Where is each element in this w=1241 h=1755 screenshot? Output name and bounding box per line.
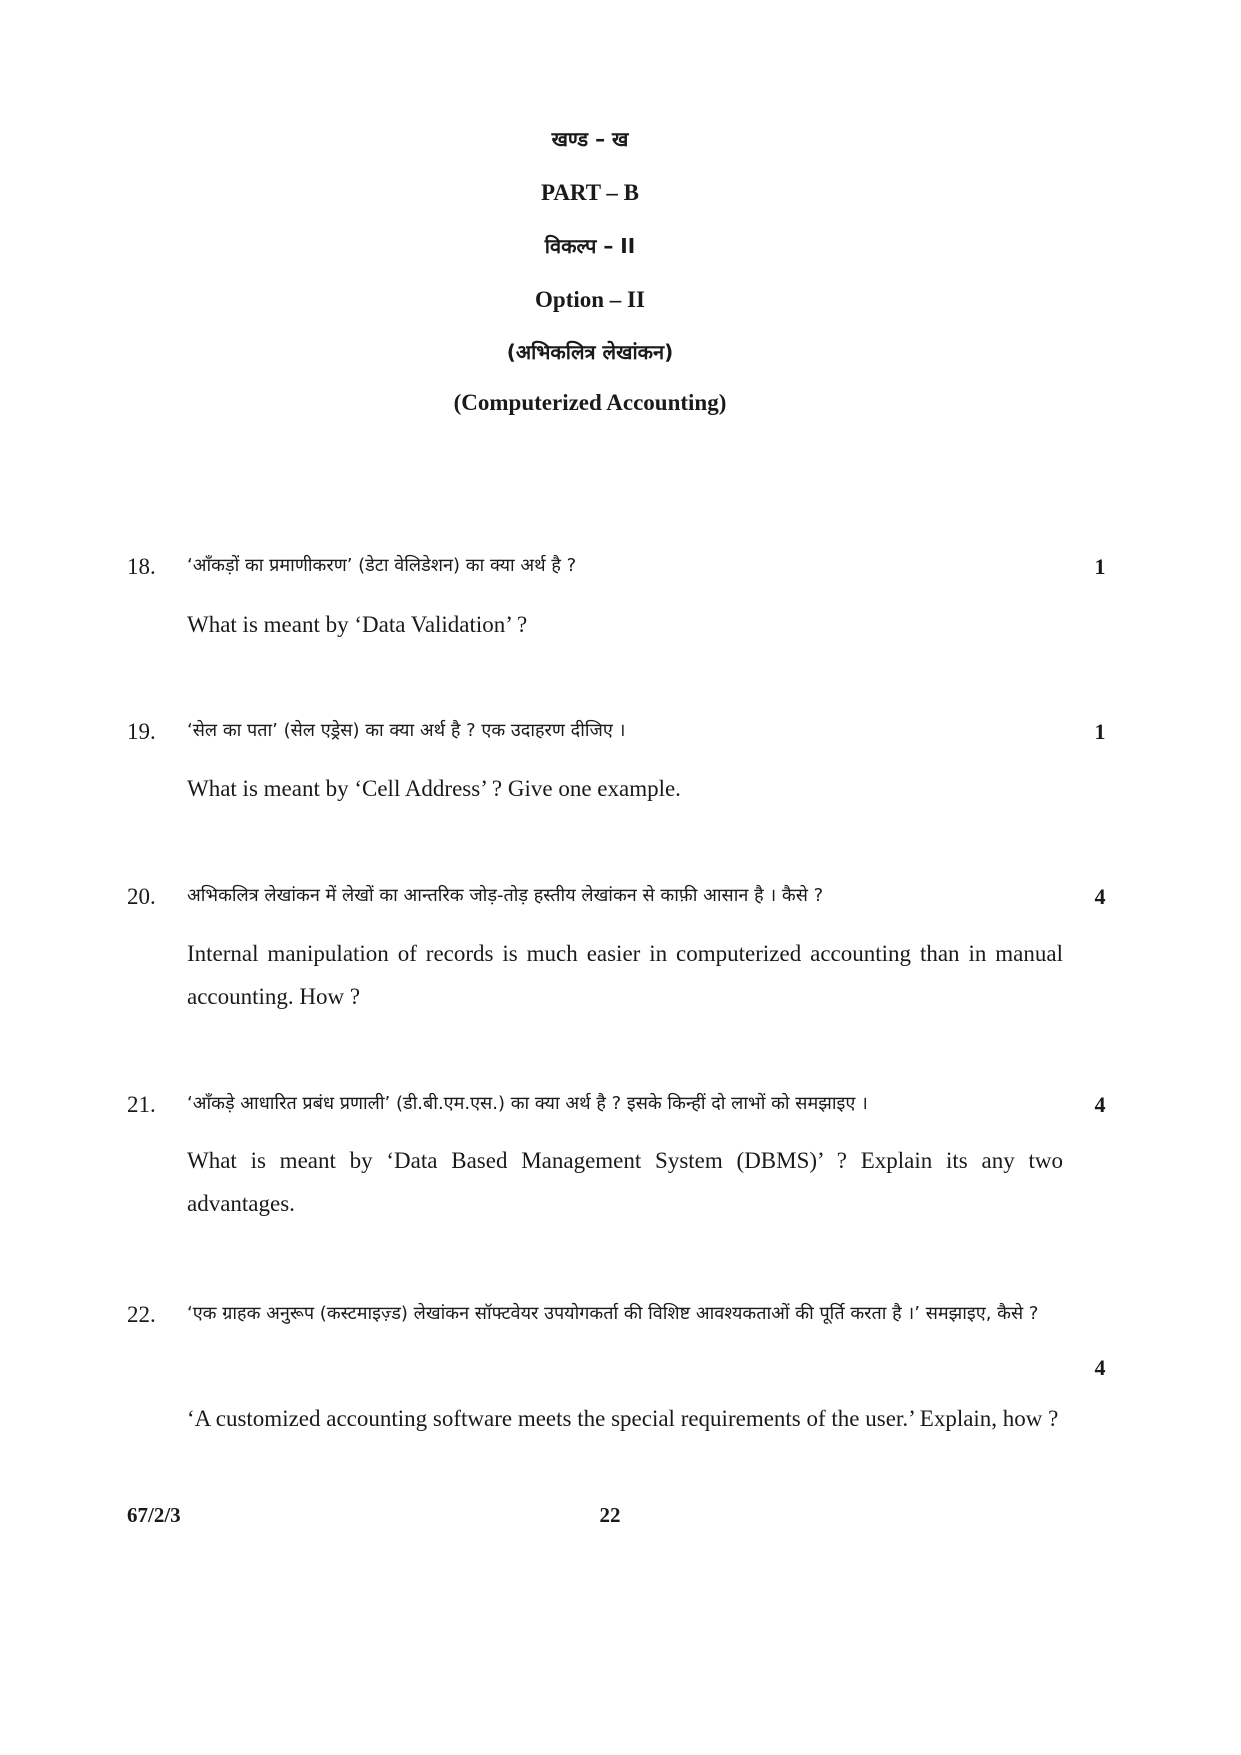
question-marks: 4 (1094, 884, 1106, 909)
paper-code: 67/2/3 (127, 1503, 181, 1527)
question-text-hindi: ‘आँकड़ों का प्रमाणीकरण’ (डेटा वेलिडेशन) का क्या अर्थ है ? (187, 555, 577, 576)
question-text-hindi: ‘एक ग्राहक अनुरूप (कस्टमाइज़्ड) लेखांकन सॉफ्टवेयर उपयोगकर्ता की विशिष्ट आवश्यकताओं की पूर्ति करता है ।’ समझाइए, कैसे ? (187, 1303, 1039, 1324)
question-text-english: What is meant by ‘Data Based Management System (DBMS)’ ? Explain its any two advantages. (187, 1148, 1063, 1216)
question-number: 21. (127, 1092, 156, 1117)
question-number: 22. (127, 1302, 156, 1327)
page-number: 22 (599, 1503, 621, 1527)
section-heading-hindi: खण्ड – ख (551, 127, 629, 151)
question-text-english: Internal manipulation of records is much easier in computerized accounting than in manual accounting. How ? (187, 941, 1063, 1009)
question-marks: 4 (1094, 1092, 1106, 1117)
option-heading-hindi: विकल्प – II (544, 234, 636, 258)
question-text-hindi: ‘सेल का पता’ (सेल एड्रेस) का क्या अर्थ है ? एक उदाहरण दीजिए । (187, 720, 626, 741)
question-marks: 4 (1094, 1355, 1106, 1380)
option-heading: Option – II (535, 287, 645, 312)
question-number: 19. (127, 719, 156, 744)
section-heading: PART – B (540, 180, 640, 205)
question-text-english: What is meant by ‘Cell Address’ ? Give one example. (187, 776, 681, 801)
subject-heading-hindi: (अभिकलित्र लेखांकन) (506, 340, 674, 364)
question-text-hindi: ‘आँकड़े आधारित प्रबंध प्रणाली’ (डी.बी.एम.एस.) का क्या अर्थ है ? इसके किन्हीं दो लाभों को समझाइए । (187, 1093, 868, 1114)
question-text-english: ‘A customized accounting software meets the special requirements of the user.’ Explain, how ? (187, 1406, 1059, 1431)
question-text-hindi: अभिकलित्र लेखांकन में लेखों का आन्तरिक जोड़-तोड़ हस्तीय लेखांकन से काफ़ी आसान है । कैसे ? (187, 885, 824, 906)
question-marks: 1 (1094, 719, 1106, 744)
question-number: 20. (127, 884, 156, 909)
subject-heading: (Computerized Accounting) (453, 390, 727, 415)
question-text-english: What is meant by ‘Data Validation’ ? (187, 612, 528, 637)
question-number: 18. (127, 554, 156, 579)
question-marks: 1 (1094, 554, 1106, 579)
